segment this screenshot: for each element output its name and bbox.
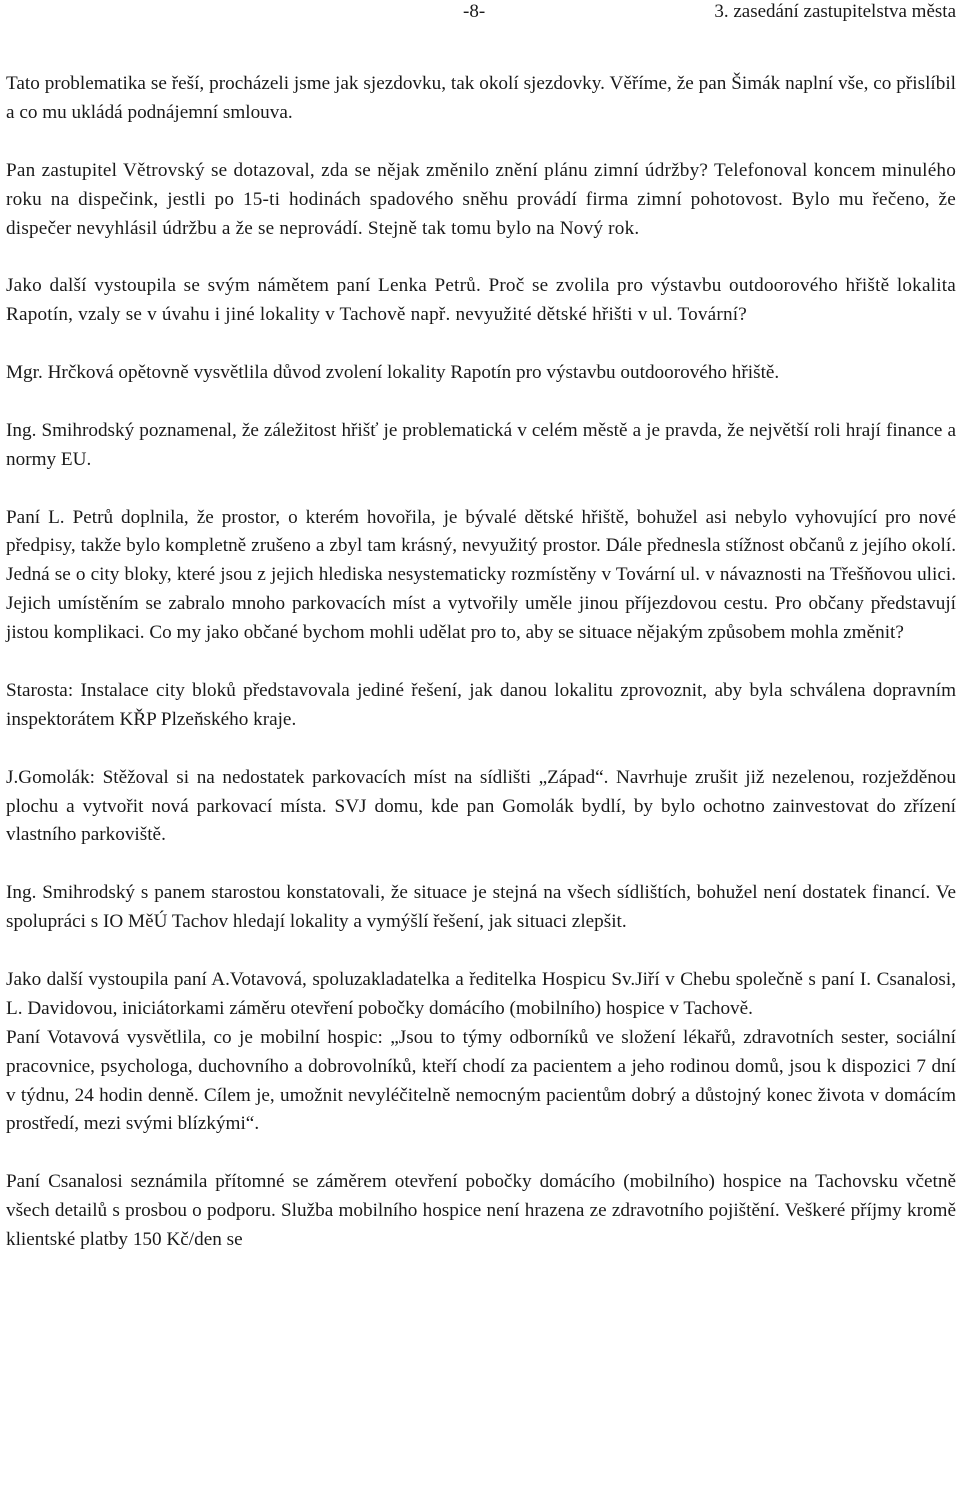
paragraph-gomolak: J.Gomolák: Stěžoval si na nedostatek parkovacích míst na sídlišti „Západ“. Navrhuje zrušit již nezelenou, rozježděnou plochu a vytvořit nová parkovací místa. SVJ domu, kde pan Gomolák bydlí, by bylo ochotno zainvestovat do zřízení vlastního parkoviště. [6, 766, 956, 846]
paragraph-smihrodsky-sidliste: Ing. Smihrodský s panem starostou konstatovali, že situace je stejná na všech sídlištích, bohužel není dostatek financí. Ve spolupráci s IO MěÚ Tachov hledají lokality a vymýšlí řešení, jak situaci zlepšit. [6, 882, 956, 933]
page-header [0, 0, 960, 30]
paragraph-votavova-intro: Jako další vystoupila paní A.Votavová, spoluzakladatelka a ředitelka Hospicu Sv.Jiří v Chebu společně s paní I. Csanalosi, L. Davidovou, iniciátorkami záměru otevření pobočky domácího (mobilního) hospice v Tachově. [6, 968, 956, 1019]
session-title: 3. zasedání zastupitelstva města [714, 1, 956, 22]
paragraph-petru-dotaz: Jako další vystoupila se svým námětem paní Lenka Petrů. Proč se zvolila pro výstavbu outdoorového hřiště lokalita Rapotín, vzaly se v úvahu i jiné lokality v Tachově např. nevyužité dětské hřišti v ul. Tovární? [6, 275, 956, 326]
paragraph-starosta: Starosta: Instalace city bloků představovala jediné řešení, jak danou lokalitu zprovoznit, aby byla schválena dopravním inspektorátem KŘP Plzeňského kraje. [6, 679, 956, 730]
paragraph-smihrodsky-hriste: Ing. Smihrodský poznamenal, že záležitost hřišť je problematická v celém městě a je pravda, že největší roli hrají finance a normy EU. [6, 419, 956, 470]
paragraph-sjezdovka: Tato problematika se řeší, procházeli jsme jak sjezdovku, tak okolí sjezdovky. Věříme, že pan Šimák naplní vše, co přislíbil a co mu ukládá podnájemní smlouva. [6, 73, 956, 123]
paragraph-csanalosi: Paní Csanalosi seznámila přítomné se záměrem otevření pobočky domácího (mobilního) hospice na Tachovsku včetně všech detailů s prosbou o podporu. Služba mobilního hospice není hrazena ze zdravotního pojištění. Veškeré příjmy kromě klientské platby 150 Kč/den se [6, 1171, 956, 1251]
paragraph-hrckova: Mgr. Hrčková opětovně vysvětlila důvod zvolení lokality Rapotín pro výstavbu outdoorového hřiště. [6, 362, 780, 384]
page-number: -8- [463, 1, 486, 22]
paragraph-petru-doplneni: Paní L. Petrů doplnila, že prostor, o kterém hovořila, je bývalé dětské hřiště, bohužel asi nebylo vyhovující pro nové předpisy, takže bylo kompletně zrušeno a zbyl tam krásný, nevyužitý prostor. Dále přednesla stížnost občanů z jejího okolí. Jedná se o city bloky, které jsou z jejich hlediska nesystematicky rozmístěny v Tovární ul. v návaznosti na Třešňovou ulici. Jejich umístěním se zabralo mnoho parkovacích míst a vytvořily uměle jinou příjezdovou cestu. Pro občany představují jistou komplikaci. Co my jako občané bychom mohli udělat pro to, aby se situace nějakým způsobem mohla změnit? [6, 506, 956, 644]
paragraph-zimni-udrzba: Pan zastupitel Větrovský se dotazoval, zda se nějak změnilo znění plánu zimní údržby? Telefonoval koncem minulého roku na dispečink, jestli po 15-ti hodinách spadového sněhu provádí firma zimní pohotovost. Bylo mu řečeno, že dispečer nevyhlásil údržbu a že se neprovádí. Stejně tak tomu bylo na Nový rok. [6, 159, 956, 239]
paragraph-mobilni-hospic: Paní Votavová vysvětlila, co je mobilní hospic: „Jsou to týmy odborníků ve složení lékařů, zdravotních sester, sociální pracovnice, psychologa, duchovního a dobrovolníků, kteří chodí za pacientem a jeho rodinou domů, jsou k dispozici 7 dní v týdnu, 24 hodin denně. Cílem je, umožnit nevyléčitelně nemocným pacientům dobrý a důstojný konec života v domácím prostředí, mezi svými blízkými“. [6, 1026, 956, 1135]
document-body [6, 70, 956, 1255]
